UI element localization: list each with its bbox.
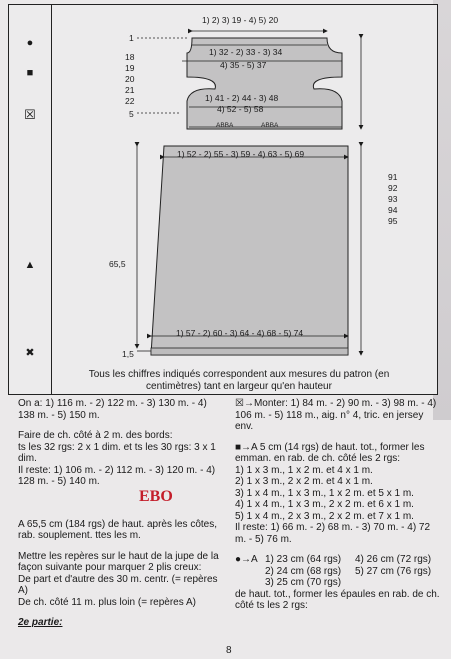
- armhole-instruction: ■→A 5 cm (14 rgs) de haut. tot., former les emman. en rab. de ch. côté les 2 rgs:: [235, 441, 425, 464]
- row-label-95: 95: [388, 216, 398, 226]
- row-label-20: 20: [125, 74, 135, 84]
- boxed-x-icon: ☒: [24, 107, 36, 122]
- filled-triangle-icon: ▲: [24, 259, 36, 271]
- ribbing-height-label: 1,5: [122, 349, 134, 359]
- shoulder-count: 1) 32 - 2) 33 - 3) 34: [209, 47, 283, 57]
- armhole-size-5: 5) 1 x 4 m., 2 x 3 m., 2 x 2 m. et 7 x 1 m.: [235, 510, 414, 522]
- shoulder-count-2: 4) 35 - 5) 37: [220, 60, 267, 70]
- shoulder-size-1: 1) 23 cm (64 rgs): [265, 554, 342, 565]
- hem-count: 1) 57 - 2) 60 - 3) 64 - 4) 68 - 5) 74: [176, 328, 304, 338]
- marker-abba-2: ABBA: [261, 122, 279, 129]
- row-label-21: 21: [125, 85, 135, 95]
- filled-circle-icon: ●: [26, 37, 34, 49]
- skirt-shape: [151, 146, 348, 355]
- armhole-size-1: 1) 1 x 3 m., 1 x 2 m. et 4 x 1 m.: [235, 464, 373, 476]
- marker-abba-1: ABBA: [216, 122, 234, 129]
- row-label-94: 94: [388, 205, 398, 215]
- shoulder-size-5: 5) 27 cm (76 rgs): [355, 565, 432, 577]
- schematic-panel: [8, 4, 438, 395]
- row-label-92: 92: [388, 183, 398, 193]
- instructions-left: [18, 398, 226, 629]
- page-number: 8: [226, 645, 232, 656]
- instructions-right: [235, 398, 440, 612]
- garment-diagram: [9, 5, 437, 394]
- row-label-93: 93: [388, 194, 398, 204]
- waist-count: 1) 52 - 2) 55 - 3) 59 - 4) 63 - 5) 69: [177, 149, 305, 159]
- cast-on-instruction: ☒→Monter: 1) 84 m. - 2) 90 m. - 3) 98 m. - 4) 106 m. - 5) 118 m., aig. n° 4, tric. en jersey env.: [235, 398, 437, 432]
- stitch-count: On a: 1) 116 m. - 2) 122 m. - 3) 130 m. - 4) 138 m. - 5) 150 m.: [18, 398, 207, 421]
- armhole-count: 1) 41 - 2) 44 - 3) 48: [205, 93, 279, 103]
- row-label-19: 19: [125, 63, 135, 73]
- armhole-count-2: 4) 52 - 5) 58: [217, 104, 264, 114]
- shoulder-size-3: 3) 25 cm (70 rgs): [265, 577, 342, 588]
- row-label-18: 18: [125, 52, 135, 62]
- armhole-size-3: 3) 1 x 4 m., 1 x 3 m., 1 x 2 m. et 5 x 1 m.: [235, 487, 414, 499]
- shoulder-instruction: de haut. tot., former les épaules en rab. de ch. côté ts les 2 rgs:: [235, 588, 440, 611]
- shoulder-size-4: 4) 26 cm (72 rgs): [355, 554, 432, 565]
- marker-center: De part et d'autre des 30 m. centr. (= repères A): [18, 573, 218, 596]
- ribbing-band: [151, 348, 348, 355]
- armhole-size-2: 2) 1 x 3 m., 2 x 2 m. et 4 x 1 m.: [235, 476, 373, 487]
- decrease-rule: ts les 32 rgs: 2 x 1 dim. et ts les 30 rgs: 3 x 1 dim.: [18, 441, 216, 464]
- row-label-22: 22: [125, 96, 135, 106]
- armhole-remaining: Il reste: 1) 66 m. - 2) 68 m. - 3) 70 m. - 4) 72 m. - 5) 76 m.: [235, 522, 431, 545]
- label-1: 1: [129, 33, 134, 43]
- section-heading: 2e partie:: [18, 617, 63, 628]
- cast-off-instruction: A 65,5 cm (184 rgs) de haut. après les côtes, rab. souplement. ttes les m.: [18, 518, 217, 541]
- row-label-91: 91: [388, 172, 398, 182]
- marker-side: De ch. côté 11 m. plus loin (= repères A): [18, 596, 196, 608]
- bold-x-icon: ✖: [25, 347, 35, 359]
- shoulder-size-2: 2) 24 cm (68 rgs): [265, 565, 342, 577]
- filled-square-icon: ■: [26, 67, 34, 79]
- top-stitch-count: 1) 2) 3) 19 - 4) 5) 20: [202, 15, 279, 25]
- shoulder-lead: ●→A: [235, 554, 258, 565]
- label-5: 5: [129, 109, 134, 119]
- ebo-logo: EBO: [139, 488, 173, 505]
- remaining-stitches: Il reste: 1) 106 m. - 2) 112 m. - 3) 120 m. - 4) 128 m. - 5) 140 m.: [18, 464, 216, 487]
- diagram-caption: Tous les chiffres indiqués correspondent aux mesures du patron (en centimètres) tant en largeur qu'en hauteur: [88, 369, 390, 392]
- decrease-intro: Faire de ch. côté à 2 m. des bords:: [18, 430, 173, 441]
- marker-intro: Mettre les repères sur le haut de la jupe de la façon suivante pour marquer 2 plis creux:: [18, 550, 219, 573]
- armhole-size-4: 4) 1 x 4 m., 1 x 3 m., 2 x 2 m. et 6 x 1 m.: [235, 499, 414, 510]
- height-label: 65,5: [109, 259, 126, 269]
